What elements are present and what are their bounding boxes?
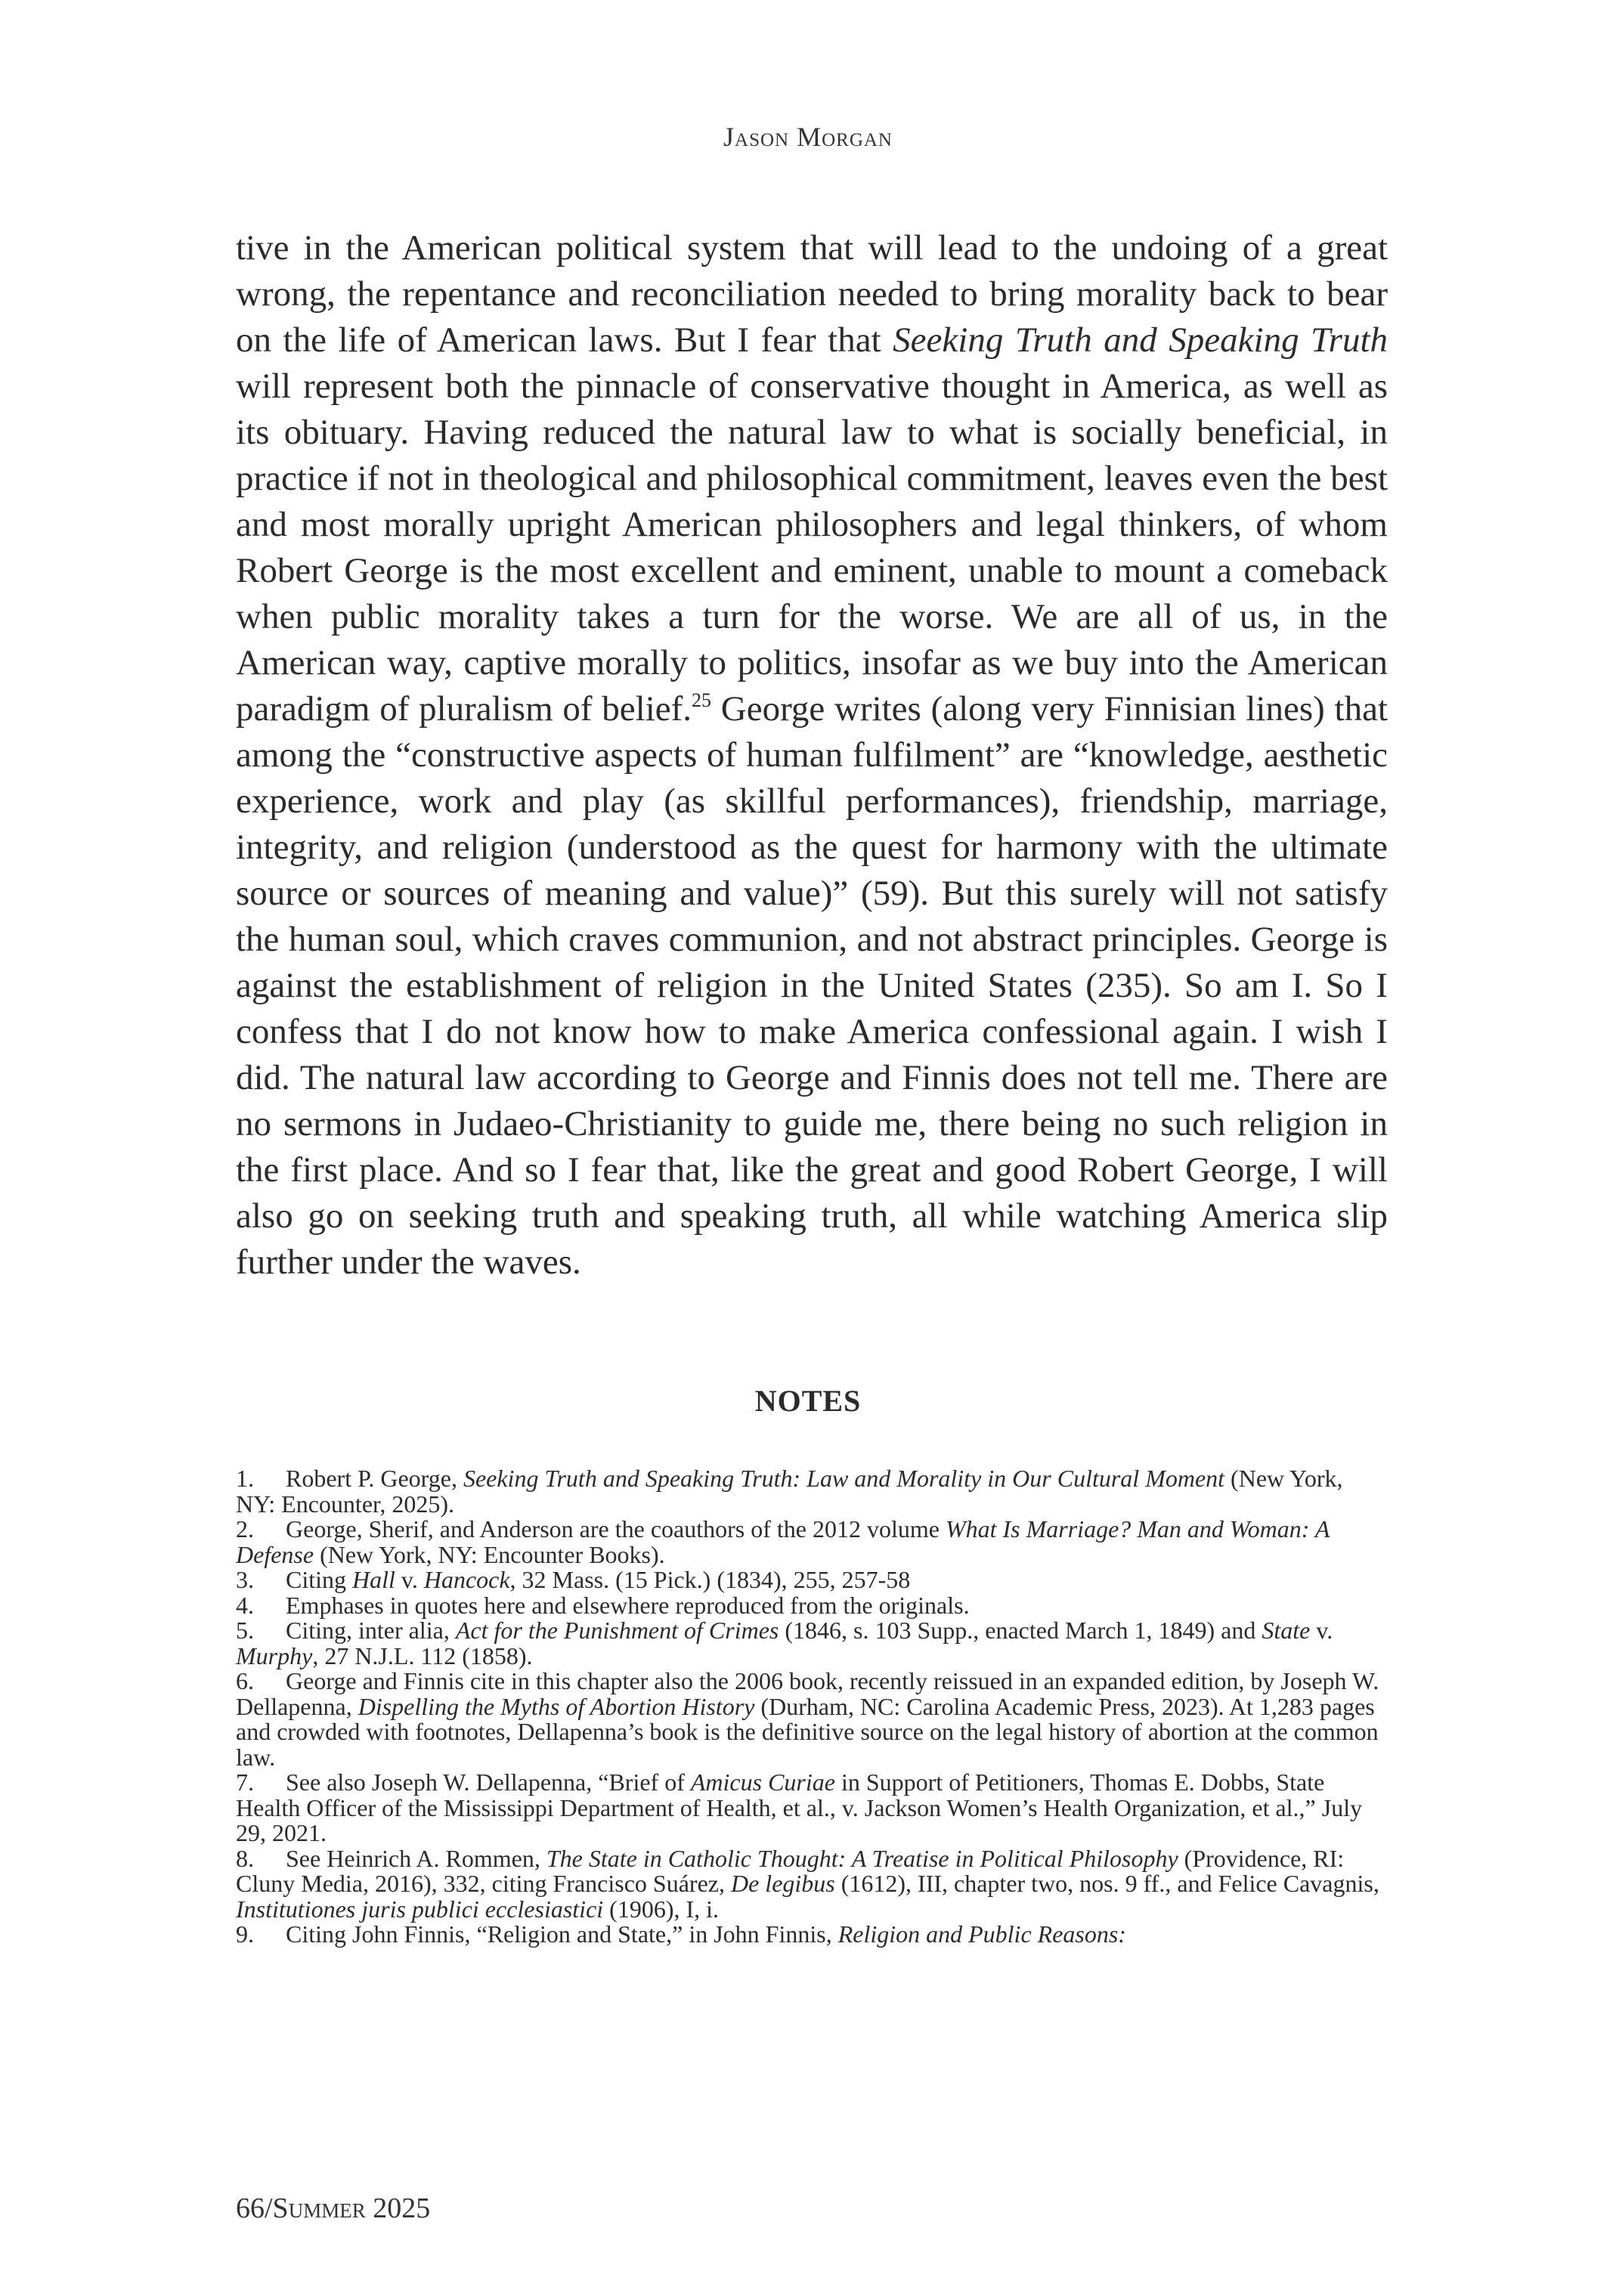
note-italic: Hancock [423, 1566, 510, 1593]
book-title: Seeking Truth and Speaking Truth [893, 320, 1388, 360]
running-head: Jason Morgan [723, 122, 893, 152]
note-text: v. [1310, 1617, 1333, 1644]
note-italic: Religion and Public Reasons: [837, 1920, 1126, 1948]
note-item [236, 1846, 1388, 1923]
note-text: George and Finnis cite in this chapter also the 2006 book, recently reissued in an expanded edition, by Joseph W. Dellapenna, [236, 1667, 1379, 1720]
note-text: (New York, NY: Encounter Books). [314, 1540, 665, 1568]
body-text-part: will represent both the pinnacle of conservative thought in America, as well as its obituary. Having reduced the natural law to what is socially beneficial, in practice if not in theological and philosophical commitment, leaves even the best and most morally upright American philosophers and legal thinkers, of whom Robert George is the most excellent and eminent, unable to mount a comeback when public morality takes a turn for the worse. We are all of us, in the American way, captive morally to politics, insofar as we buy into the American paradigm of pluralism of belief. [236, 367, 1388, 729]
note-item [236, 1770, 1388, 1846]
note-italic: State [1262, 1617, 1311, 1644]
note-text: George, Sherif, and Anderson are the coauthors of the 2012 volume [286, 1515, 946, 1543]
note-item [236, 1593, 1388, 1619]
note-text: v. [395, 1566, 424, 1593]
note-italic: Act for the Punishment of Crimes [455, 1617, 779, 1644]
note-text: (Durham, NC: Carolina Academic Press, 2023). At 1,283 pages and crowded with footnotes, Dellapenna’s book is the definitive source on the legal history of abortion at the common law. [236, 1692, 1379, 1771]
note-text: Citing, inter alia, [286, 1617, 456, 1644]
note-number: 9. [236, 1920, 254, 1948]
note-text: (Providence, RI: Cluny Media, 2016), 332, citing Francisco Suárez, [236, 1844, 1345, 1897]
note-text: (New York, NY: Encounter, 2025). [236, 1465, 1343, 1518]
note-item [236, 1669, 1388, 1770]
note-number: 8. [236, 1844, 254, 1872]
notes-list [236, 1466, 1388, 1948]
note-number: 3. [236, 1566, 254, 1593]
note-italic: De legibus [730, 1870, 835, 1897]
note-number: 5. [236, 1617, 254, 1644]
note-text: Robert P. George, [286, 1465, 463, 1492]
note-text: (1906), I, i. [603, 1895, 720, 1923]
note-text: in Support of Petitioners, Thomas E. Dobbs, State Health Officer of the Mississippi Department of Health, et al., v. Jackson Women’s Health Organization, et al.,” July 29, 2021. [236, 1768, 1363, 1846]
note-text: See Heinrich A. Rommen, [286, 1844, 546, 1872]
note-italic: Murphy [236, 1642, 313, 1669]
note-item [236, 1466, 1388, 1517]
note-italic: Institutiones juris publici ecclesiastici [236, 1895, 604, 1923]
note-item [236, 1618, 1388, 1669]
note-number: 4. [236, 1591, 254, 1619]
note-italic: Hall [352, 1566, 395, 1593]
footnote-ref[interactable]: 25 [692, 689, 712, 711]
page-folio: 66/Summer 2025 [236, 2192, 431, 2224]
note-text: Citing [286, 1566, 353, 1593]
note-text: , 27 N.J.L. 112 (1858). [312, 1642, 533, 1669]
note-italic: Dispelling the Myths of Abortion History [358, 1692, 755, 1720]
note-italic: What Is Marriage? Man and Woman: A Defense [236, 1515, 1330, 1568]
note-number: 1. [236, 1465, 254, 1492]
notes-heading: NOTES [754, 1384, 862, 1418]
note-item [236, 1922, 1388, 1948]
note-text: , 32 Mass. (15 Pick.) (1834), 255, 257-58 [509, 1566, 911, 1593]
note-number: 7. [236, 1768, 254, 1796]
note-text: Emphases in quotes here and elsewhere reproduced from the originals. [286, 1591, 970, 1619]
body-text-part: tive in the American political system that will lead to the undoing of a great wrong, the repentance and reconciliation needed to bring morality back to bear on the life of American laws. But I fear that [236, 228, 1388, 360]
note-text: See also Joseph W. Dellapenna, “Brief of [286, 1768, 691, 1796]
note-number: 2. [236, 1515, 254, 1543]
note-text: (1612), III, chapter two, nos. 9 ff., and Felice Cavagnis, [834, 1870, 1379, 1897]
body-paragraph [236, 225, 1388, 1286]
note-number: 6. [236, 1667, 254, 1694]
body-text-part: George writes (along very Finnisian lines) that among the “constructive aspects of human fulfilment” are “knowledge, aesthetic experience, work and play (as skillful performances), friendship, marriage, integrity, and religion (understood as the quest for harmony with the ultimate source or sources of meaning and value)” (59). But this surely will not satisfy the human soul, which craves communion, and not abstract principles. George is against the establishment of religion in the United States (235). So am I. So I confess that I do not know how to make America confessional again. I wish I did. The natural law according to George and Finnis does not tell me. There are no sermons in Judaeo-Christianity to guide me, there being no such religion in the first place. And so I fear that, like the great and good Robert George, I will also go on seeking truth and speaking truth, all while watching America slip further under the waves. [236, 689, 1388, 1282]
note-text: (1846, s. 103 Supp., enacted March 1, 1849) and [779, 1617, 1262, 1644]
note-italic: The State in Catholic Thought: A Treatise in Political Philosophy [546, 1844, 1178, 1872]
note-text: Citing John Finnis, “Religion and State,” in John Finnis, [286, 1920, 838, 1948]
note-italic: Amicus Curiae [690, 1768, 835, 1796]
note-italic: Seeking Truth and Speaking Truth: Law and Morality in Our Cultural Moment [463, 1465, 1225, 1492]
note-item [236, 1517, 1388, 1567]
note-item [236, 1567, 1388, 1593]
